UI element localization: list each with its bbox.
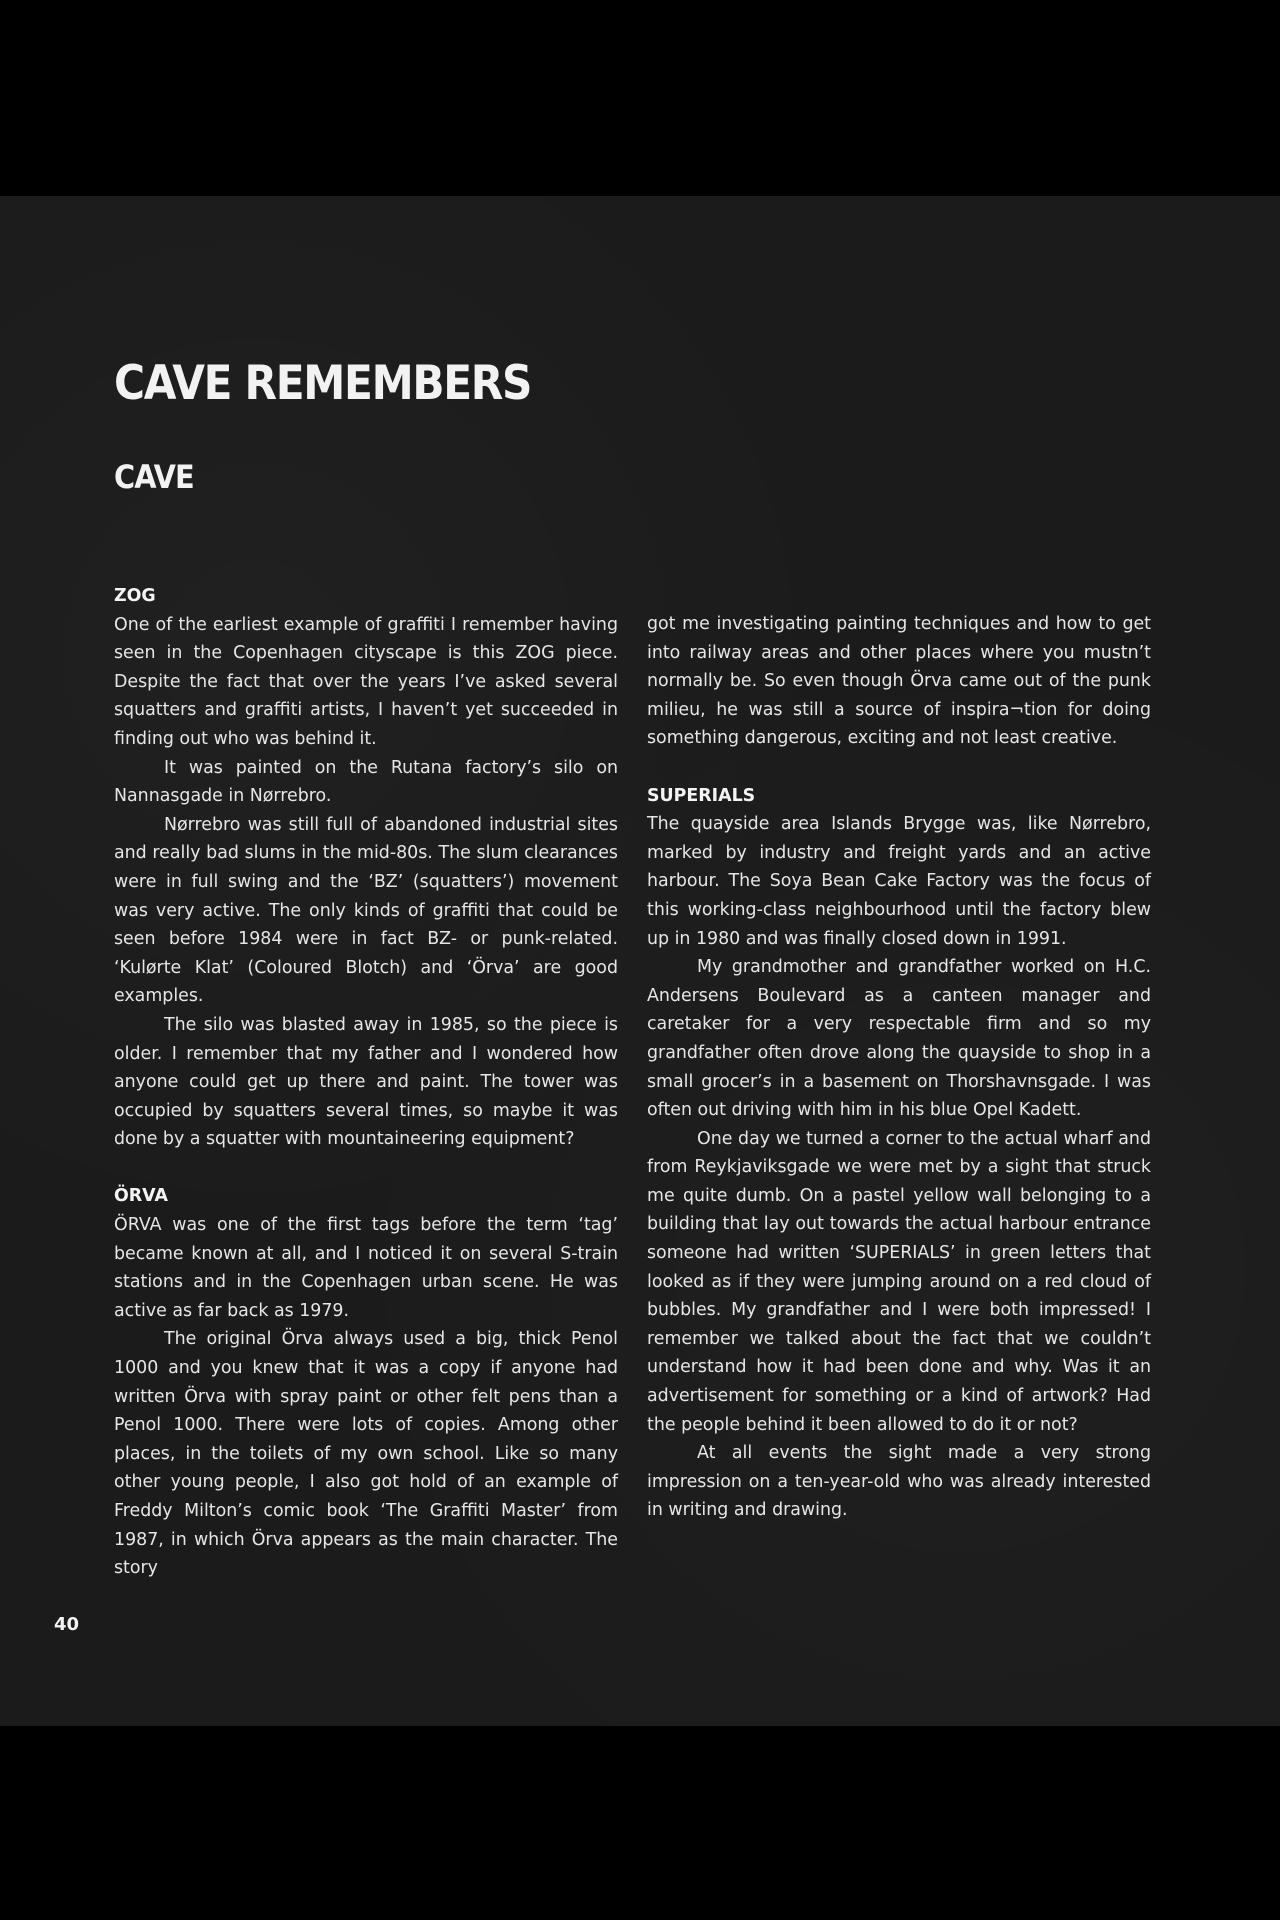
section-heading-zog: ZOG <box>114 586 156 606</box>
left-column <box>114 582 618 1583</box>
paragraph: The silo was blasted away in 1985, so the piece is older. I remember that my father and I wondered how anyone could get up there and paint. The tower was occupied by squatters several times, so maybe it was done by a squatter with mountaineering equipment? <box>114 1014 618 1150</box>
paragraph: One of the earliest example of graffiti I remember having seen in the Copenhagen cityscape is this ZOG piece. Despite the fact that over the years I’ve asked several squatters and graffiti artists, I haven’t yet succeeded in finding out who was behind it. <box>114 614 618 749</box>
right-column <box>647 610 1151 1525</box>
paragraph: Nørrebro was still full of abandoned industrial sites and really bad slums in the mid-80s. The slum clearances were in full swing and the ‘BZ’ (squatters’) movement was very active. The only kinds of graffiti that could be seen before 1984 were in fact BZ- or punk-related. ‘Kulørte Klat’ (Coloured Blotch) and ‘Örva’ are good examples. <box>114 814 618 1007</box>
paragraph: ÖRVA was one of the first tags before the term ‘tag’ became known at all, and I noticed it on several S-train stations and in the Copenhagen urban scene. He was active as far back as 1979. <box>114 1215 618 1321</box>
paragraph: My grandmother and grandfather worked on H.C. Andersens Boulevard as a canteen manager and caretaker for a very respectable firm and so my grandfather often drove along the quayside to shop in a small grocer’s in a basement on Thorshavnsgade. I was often out driving with him in his blue Opel Kadett. <box>647 957 1151 1121</box>
page-title: CAVE REMEMBERS <box>114 356 532 411</box>
paragraph: The quayside area Islands Brygge was, like Nørrebro, marked by industry and freight yards and an active harbour. The Soya Bean Cake Factory was the focus of this working-class neighbourhood until the factory blew up in 1980 and was finally closed down in 1991. <box>647 814 1151 949</box>
book-page <box>0 196 1280 1726</box>
section-heading-orva: ÖRVA <box>114 1186 168 1207</box>
section-spacer <box>114 1154 618 1183</box>
section-spacer <box>647 753 1151 782</box>
section-heading-superials: SUPERIALS <box>647 785 756 806</box>
paragraph: One day we turned a corner to the actual wharf and from Reykjaviksgade we were met by a sight that struck me quite dumb. On a pastel yellow wall belonging to a building that lay out towards the actual harbour entrance someone had written ‘SUPERIALS’ in green letters that looked as if they were jumping around on a red cloud of bubbles. My grandfather and I were both impressed! I remember we talked about the fact that we couldn’t understand how it had been done and why. Was it an advertisement for something or a kind of artwork? Had the people behind it been allowed to do it or not? <box>647 1128 1151 1435</box>
paragraph: The original Örva always used a big, thick Penol 1000 and you knew that it was a copy if anyone had written Örva with spray paint or other felt pens than a Penol 1000. There were lots of copies. Among other places, in the toilets of my own school. Like so many other young people, I also got hold of an example of Freddy Milton’s comic book ‘The Graffiti Master’ from 1987, in which Örva appears as the main character. The story <box>114 1329 618 1579</box>
author-name: CAVE <box>114 458 194 496</box>
paragraph: At all events the sight made a very strong impression on a ten-year-old who was already interested in writing and drawing. <box>647 1443 1151 1521</box>
paragraph-continuation: got me investigating painting techniques and how to get into railway areas and other places where you mustn’t normally be. So even though Örva came out of the punk milieu, he was still a source of inspira¬tion for doing something dangerous, exciting and not least creative. <box>647 614 1151 749</box>
paragraph: It was painted on the Rutana factory’s silo on Nannasgade in Nørrebro. <box>114 757 618 807</box>
page-number: 40 <box>54 1614 80 1635</box>
